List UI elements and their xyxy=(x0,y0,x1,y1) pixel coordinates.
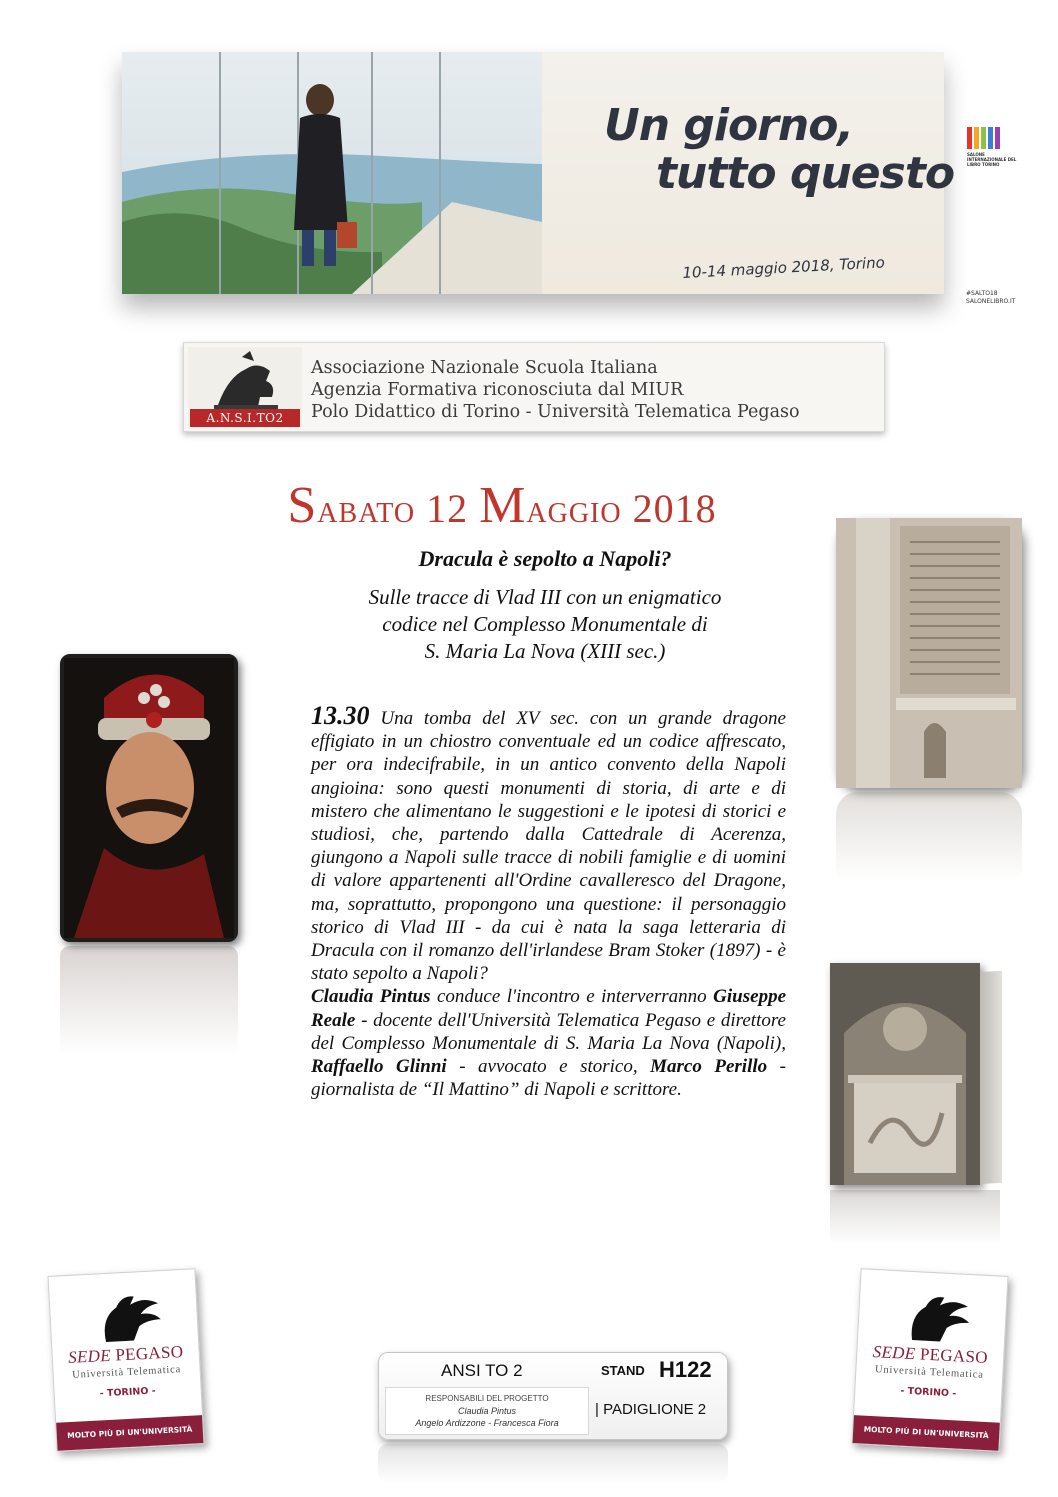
association-box xyxy=(183,342,885,432)
event-subtitle: Sulle tracce di Vlad III con un enigmatico codice nel Complesso Monumentale di S. Maria La Nova (XIII sec.) xyxy=(368,585,722,663)
speaker-name: Claudia Pintus xyxy=(311,986,431,1008)
sede-pegaso-card-right: SEDE PEGASO Università Telematica - TORINO - MOLTO PIÙ DI UN'UNIVERSITÀ xyxy=(851,1268,1008,1452)
speaker-name: Giuseppe Reale xyxy=(311,986,786,1031)
marble-stele-image xyxy=(836,518,1022,788)
event-description: 13.30 Una tomba del XV sec. con un grande dragone effigiato in un chiostro conventuale ed un codice affrescato, per ora indecifrabile, in un antico convento della Napoli angioina: sono questi monumenti di storia, di arte e di mistero che alimentano le suggestioni e le ipotesi di storici e studiosi, che, partendo dalla Cattedrale di Acerenza, giungono a Napoli sulle tracce di nobili famiglie e di uomini di valore appartenenti all'Ordine cavalleresco del Dragone, ma, soprattutto, propongono una questione: il personaggio storico di Vlad III - da cui è nata la saga letteraria di Dracula con il romanzo dell'irlandese Bram Stoker (1897) - è stato sepolto a Napoli? Claudia Pintus conduce l'incontro e interverranno Giuseppe Reale - docente dell'Università Telematica Pegaso e direttore del Complesso Monumentale di S. Maria La Nova (Napoli), Raffaello Glinni - avvocato e storico, Marco Perillo - giornalista de “Il Mattino” di Napoli e scrittore. xyxy=(311,701,786,1101)
salone-logo: SALONE INTERNAZIONALE DEL LIBRO TORINO xyxy=(967,127,1019,167)
pavilion-label: | PADIGLIONE 2 xyxy=(595,1401,707,1418)
event-title: Dracula è sepolto a Napoli? xyxy=(418,546,672,571)
stand-label: STAND xyxy=(601,1363,645,1378)
stand-code: H122 xyxy=(659,1357,712,1382)
stand-reflection xyxy=(378,1444,728,1484)
stand-exhibitor: ANSI TO 2 xyxy=(441,1361,523,1380)
banner-hashtag: #SALTO18 SALONELIBRO.IT xyxy=(966,290,1016,305)
stand-info-box xyxy=(378,1352,728,1440)
sede-pegaso-card-left: SEDE PEGASO Università Telematica - TORINO - MOLTO PIÙ DI UN'UNIVERSITÀ xyxy=(47,1268,204,1452)
project-managers: RESPONSABILI DEL PROGETTO Claudia Pintus Angelo Ardizzone - Francesca Fiora xyxy=(385,1387,589,1435)
dragon-tomb-image xyxy=(830,963,980,1185)
pegasus-icon xyxy=(894,1285,977,1347)
banner-title: Un giorno, tutto questo xyxy=(604,100,955,199)
banner-illustration xyxy=(122,52,542,294)
speaker-name: Raffaello Glinni xyxy=(311,1056,447,1078)
dragon-tomb-reflection xyxy=(830,1190,1000,1250)
banner-dates: 10-14 maggio 2018, Torino xyxy=(682,253,886,282)
pegasus-icon xyxy=(85,1285,168,1347)
speaker-name: Marco Perillo xyxy=(650,1056,768,1078)
dragon-tomb-side xyxy=(980,971,1002,1184)
event-banner xyxy=(122,52,1017,305)
marble-stele-reflection xyxy=(836,792,1022,892)
speakers: Claudia Pintus conduce l'incontro e interverranno Giuseppe Reale - docente dell'Università Telematica Pegaso e direttore del Complesso Monumentale di S. Maria La Nova (Napoli), Raffaello Glinni - avvocato e storico, Marco Perillo - giornalista de “Il Mattino” di Napoli e scrittore. xyxy=(311,986,786,1101)
event-date: Sabato 12 Maggio 2018 xyxy=(287,477,717,534)
association-badge: A.N.S.I.TO2 xyxy=(190,409,300,427)
vlad-portrait-reflection xyxy=(60,946,238,1066)
event-time: 13.30 xyxy=(311,701,370,730)
vlad-portrait-image xyxy=(60,654,238,942)
association-lines: Associazione Nazionale Scuola Italiana Agenzia Formativa riconosciuta dal MIUR Polo Didattico di Torino - Università Telematica Pegaso xyxy=(311,358,800,422)
